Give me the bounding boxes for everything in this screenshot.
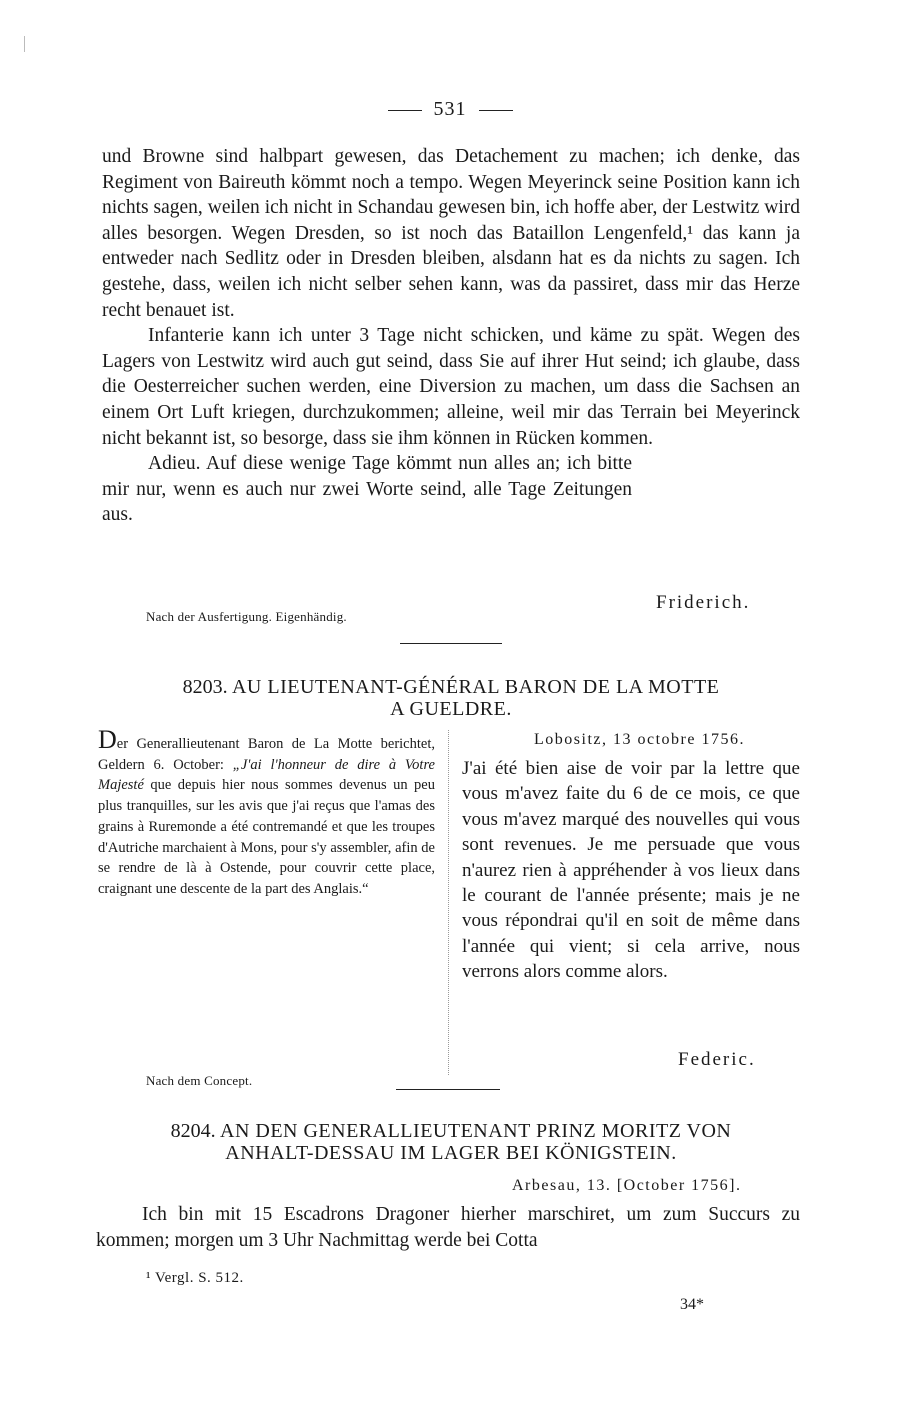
paragraph: Ich bin mit 15 Escadrons Dragoner hierher marschiret, um zum Succurs zu kommen; morgen um 3 Uhr Nachmittag werde bei Cotta — [96, 1204, 800, 1251]
letter-text: J'ai été bien aise de voir par la lettre que vous m'avez faite du 6 de ce mois, ce que vous m'avez marqué des nouvelles qui vous sont revenues. Je me persuade que vous n'aurez rien à appréhender à vos lieux dans le courant de l'année présente; mais je ne vous répondrai qu'il en soit de même dans l'année qui vient; si cela arrive, nous verrons alors comme alors. — [462, 758, 800, 983]
letter-date: Arbesau, 13. [October 1756]. — [512, 1177, 742, 1194]
drop-cap: D — [98, 725, 117, 754]
letter-date: Lobositz, 13 octobre 1756. — [534, 731, 745, 748]
heading-line: ANHALT-DESSAU IM LAGER BEI KÖNIGSTEIN. — [225, 1142, 677, 1164]
summary-lead: er Generallieutenant Baron de La Motte berichtet, Geldern 6. October: — [98, 736, 435, 773]
paragraph: und Browne sind halbpart gewesen, das Detachement zu machen; ich denke, das Regiment von Baireuth kömmt noch a tempo. Wegen Meyerinck seine Position kann ich nichts sagen, weilen ich nicht in Schandau gewesen bin, ich hoffe aber, der Lestwitz wird alles besorgen. Wegen Dresden, so ist noch das Bataillon Lengenfeld,¹ das kann ja entweder nach Sedlitz oder in Dresden bleiben, alsdann hat es da nichts zu sagen. Ich gestehe, dass, weilen ich nicht selber sehen kann, was da passiret, dass mir das Herze recht benauet ist. — [102, 146, 800, 321]
summary-quote: „J'ai l'honneur de dire à Votre Majesté — [98, 756, 435, 794]
page-header — [0, 98, 900, 121]
source-note: Nach dem Concept. — [146, 1073, 253, 1088]
page-number: 531 — [433, 98, 467, 120]
signature-federic: Federic. — [678, 1049, 756, 1070]
summary-paragraph — [98, 725, 435, 900]
footnote: ¹ Vergl. S. 512. — [146, 1270, 244, 1286]
source-note: Nach der Ausfertigung. Eigenhändig. — [146, 609, 347, 624]
heading-line: A GUELDRE. — [390, 698, 512, 720]
letter-8204-heading — [96, 1120, 806, 1164]
summary-rest: que depuis hier nous sommes devenus un peu plus tranquilles, sur les avis que j'ai reçus que l'amas des grains à Ruremonde a été contremandé et que les troupes d'Autriche marchaient à Mons, pour s'y assembler, afin de se rendre de là à Ostende, pour couvrir cette place, craignant une descente de la part des Anglais.“ — [98, 777, 435, 897]
paragraph: Adieu. Auf diese wenige Tage kömmt nun alles an; ich bitte mir nur, wenn es auch nur zwei Worte seind, alle Tage Zeitungen aus. — [102, 453, 632, 526]
heading-line — [96, 1120, 806, 1142]
section-divider — [396, 1089, 500, 1090]
margin-mark — [24, 36, 25, 52]
letter-continued-body — [102, 144, 800, 528]
signature-friderich: Friderich. — [656, 592, 751, 613]
letter-number: 8203. — [182, 676, 228, 698]
letter-number: 8204. — [170, 1120, 216, 1142]
header-dash-right — [479, 110, 513, 111]
header-dash-left — [388, 110, 422, 111]
letter-8204-body — [96, 1202, 800, 1253]
letter-8203-summary — [98, 725, 435, 900]
column-separator — [448, 730, 449, 1075]
letter-8203-body — [462, 756, 800, 985]
heading-text: AU LIEUTENANT-GÉNÉRAL BARON DE LA MOTTE — [231, 676, 720, 698]
heading-text: AN DEN GENERALLIEUTENANT PRINZ MORITZ VON — [220, 1120, 732, 1142]
letter-8203-heading — [96, 676, 806, 720]
sheet-signature-mark: 34* — [680, 1296, 704, 1313]
section-divider — [400, 643, 502, 644]
heading-line — [96, 676, 806, 698]
paragraph: Infanterie kann ich unter 3 Tage nicht schicken, und käme zu spät. Wegen des Lagers von Lestwitz wird auch gut seind, dass Sie auf ihrer Hut seind; ich glaube, dass die Oesterreicher suchen werden, eine Diversion zu machen, um dass die Sachsen an einem Ort Luft kriegen, durchzukommen; alleine, weil mir das Terrain bei Meyerinck nicht bekannt ist, so besorge, dass sie ihm können in Rücken kommen. — [102, 325, 800, 449]
